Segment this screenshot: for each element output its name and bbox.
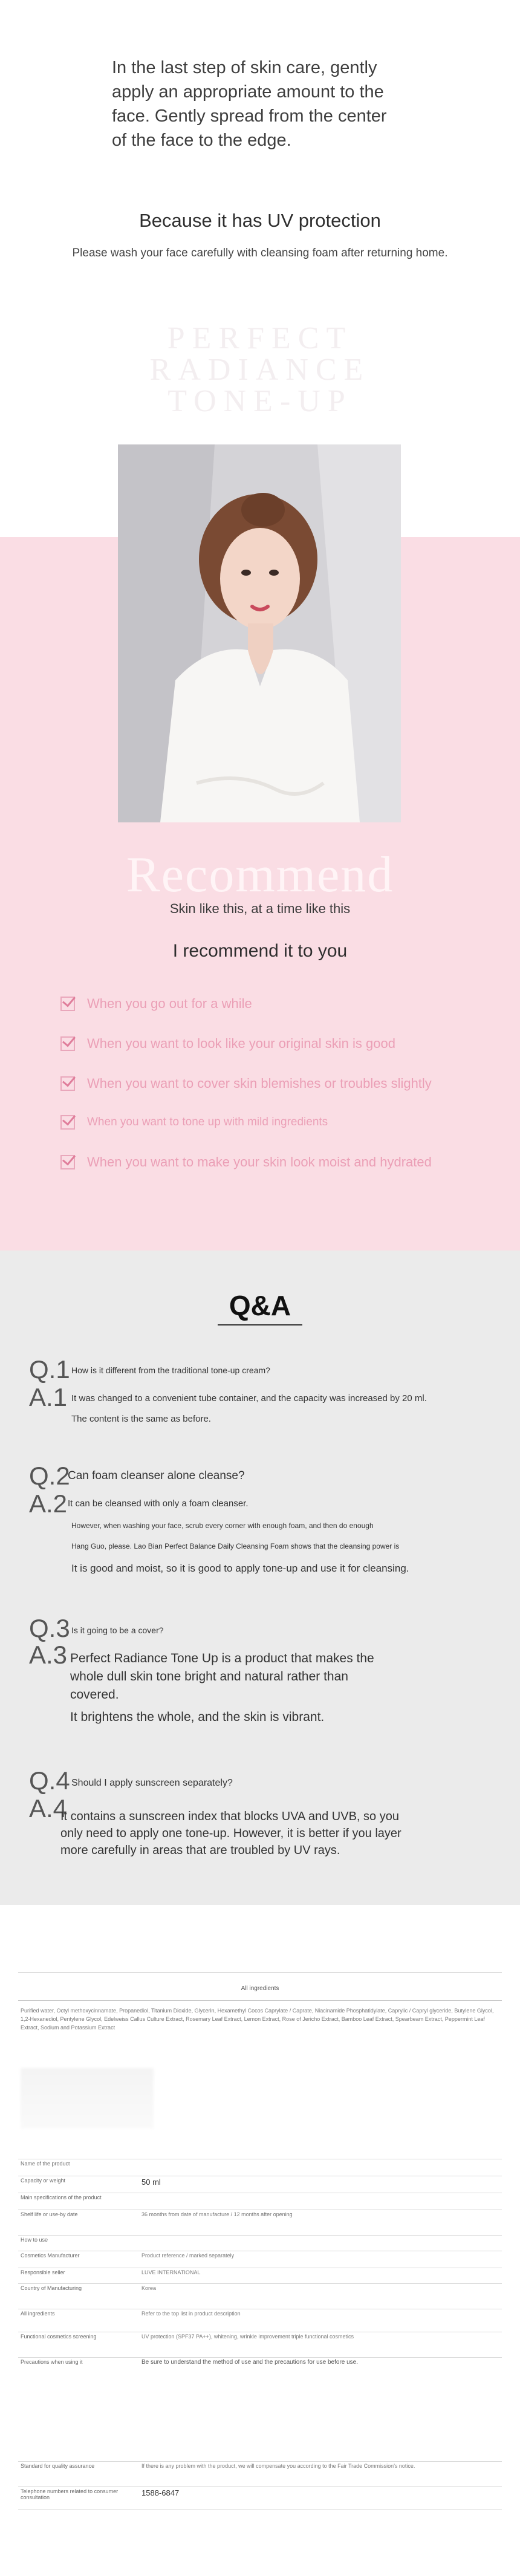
table-row-head: How to use: [21, 2237, 48, 2243]
a4-mark: A.4: [29, 1794, 68, 1823]
table-row: [18, 2332, 502, 2356]
table-row-head: All ingredients: [21, 2311, 55, 2317]
checkbox-icon: [60, 997, 75, 1011]
table-row: [18, 2487, 502, 2509]
recommend-item-label: When you want to look like your original skin is good: [87, 1036, 395, 1051]
table-row-value: Korea: [141, 2285, 157, 2291]
table-row: [18, 2461, 502, 2486]
wash-note: Please wash your face carefully with cleansing foam after returning home.: [72, 247, 448, 259]
table-row-value: [139, 2236, 502, 2250]
watermark-line-1: PERFECT: [167, 321, 353, 356]
table-row-value: Be sure to understand the method of use and the precautions for use before use.: [141, 2359, 359, 2366]
table-row-head: Shelf life or use-by date: [21, 2211, 78, 2217]
q4-question: Should I apply sunscreen separately?: [71, 1778, 233, 1788]
table-row-head: Precautions when using it: [21, 2359, 83, 2365]
a3-mark: A.3: [29, 1641, 68, 1669]
a3-line: Perfect Radiance Tone Up is a product that makes the whole dull skin tone bright and natural rather than covered.: [70, 1651, 374, 1702]
table-row: [18, 2283, 502, 2308]
table-row: [18, 2193, 502, 2209]
table-row-head: Capacity or weight: [21, 2178, 66, 2184]
a2-line: However, when washing your face, scrub every corner with enough foam, and then do enough: [71, 1521, 374, 1530]
uv-heading: Because it has UV protection: [139, 210, 381, 231]
qa-title: Q&A: [229, 1290, 291, 1321]
ingredients-body: Purified water, Octyl methoxycinnamate, Propanediol, Titanium Dioxide, Glycerin, Hexamethyl Cocos Caprylate / Caprate, Niacinamide Phosphatidylate, Caprylic / Capryl glyceride, Butylene Glycol, 1,2-Hexanediol, Pentylene Glycol, Edelweiss Callus Culture Extract, Rosemary Leaf Extract, Lemon Extract, Rose of Jericho Extract, Bamboo Leaf Extract, Spearbeam Extract, Peppermint Leaf Extract, Sodium and Potassium Extract: [21, 2008, 494, 2031]
table-row: [18, 2159, 502, 2175]
table-row: [18, 2251, 502, 2267]
table-row-head: Cosmetics Manufacturer: [21, 2252, 80, 2259]
qa-section: [0, 1251, 520, 1905]
a1-line: The content is the same as before.: [71, 1414, 211, 1424]
recommend-item: [60, 1074, 432, 1093]
table-row-value: 1588-6847: [141, 2488, 180, 2497]
divider: [18, 2000, 502, 2001]
table-row-head: Telephone numbers related to consumer consultation: [21, 2488, 119, 2500]
table-row-value: Product reference / marked separately: [141, 2252, 235, 2259]
model-illustration: [118, 444, 401, 822]
q3-question: Is it going to be a cover?: [71, 1625, 164, 1635]
table-row-head: Country of Manufacturing: [21, 2285, 82, 2291]
recommend-item: [60, 1113, 328, 1132]
table-row: [18, 2309, 502, 2331]
recommend-item-label: When you want to make your skin look moist and hydrated: [87, 1154, 432, 1169]
table-row-head: Standard for quality assurance: [21, 2463, 95, 2469]
q3-mark: Q.3: [29, 1614, 70, 1642]
table-row-head: Main specifications of the product: [21, 2194, 102, 2200]
q2-mark: Q.2: [29, 1462, 70, 1490]
recommend-item: [60, 1034, 395, 1053]
table-row-value: LUVE INTERNATIONAL: [141, 2269, 201, 2275]
recommend-item-label: When you want to cover skin blemishes or troubles slightly: [87, 1076, 432, 1091]
q1-mark: Q.1: [29, 1355, 70, 1384]
watermark-line-3: TONE-UP: [167, 384, 353, 418]
recommend-item: [60, 994, 252, 1013]
checkbox-icon: [60, 1076, 75, 1091]
model-photo: [118, 444, 401, 822]
table-row-value: 50 ml: [141, 2178, 161, 2187]
skin-like-text: Skin like this, at a time like this: [169, 901, 351, 916]
table-row-head: Responsible seller: [21, 2269, 65, 2275]
blurred-block: [21, 2068, 154, 2129]
a1-mark: A.1: [29, 1383, 68, 1411]
recommend-item-label: When you go out for a while: [87, 996, 252, 1011]
table-row-value: If there is any problem with the product, we will compensate you according to the Fair Trade Commission's notice.: [141, 2463, 415, 2469]
recommend-heading: I recommend it to you: [172, 941, 348, 961]
a3-line: It brightens the whole, and the skin is vibrant.: [70, 1710, 325, 1724]
ingredients-title: All ingredients: [241, 1985, 279, 1992]
table-row: [18, 2210, 502, 2234]
checkbox-icon: [60, 1036, 75, 1051]
watermark-line-2: RADIANCE: [149, 353, 371, 387]
a1-line: It was changed to a convenient tube container, and the capacity was increased by 20 ml.: [71, 1393, 427, 1403]
table-row: [18, 2176, 502, 2192]
recommend-item: [60, 1153, 432, 1172]
recommend-watermark: Recommend: [126, 847, 394, 903]
checkbox-icon: [60, 1115, 75, 1130]
table-row: [18, 2268, 502, 2283]
recommend-item-label: When you want to tone up with mild ingredients: [87, 1116, 328, 1128]
a4-line: It contains a sunscreen index that blocks UVA and UVB, so you only need to apply one tone-up. However, it is better if you layer more carefully in areas that are troubled by UV rays.: [60, 1810, 401, 1857]
a2-line: It is good and moist, so it is good to apply tone-up and use it for cleansing.: [71, 1563, 409, 1574]
table-row: [18, 2357, 502, 2461]
a2-mark: A.2: [29, 1489, 68, 1518]
checkbox-icon: [60, 1155, 75, 1169]
table-row-value: 36 months from date of manufacture / 12 months after opening: [141, 2211, 293, 2217]
qa-underline: [218, 1324, 302, 1325]
table-row: [18, 2235, 502, 2250]
table-row-head: Name of the product: [21, 2161, 70, 2167]
intro-text: In the last step of skin care, gently apply an appropriate amount to the face. Gently spread from the center of the face to the edge.: [112, 58, 387, 150]
table-row-value: UV protection (SPF37 PA++), whitening, wrinkle improvement triple functional cosmetics: [141, 2334, 354, 2340]
a2-line: Hang Guo, please. Lao Bian Perfect Balance Daily Cleansing Foam shows that the cleansing power is: [71, 1542, 400, 1550]
q1-question: How is it different from the traditional tone-up cream?: [71, 1365, 270, 1375]
a2-line: It can be cleansed with only a foam cleanser.: [68, 1498, 249, 1509]
q4-mark: Q.4: [29, 1766, 70, 1795]
table-row-value: Refer to the top list in product description: [141, 2311, 241, 2317]
table-row-head: Functional cosmetics screening: [21, 2334, 97, 2340]
table-row-value: [139, 2193, 502, 2209]
table-row-value: [139, 2159, 502, 2175]
q2-question: Can foam cleanser alone cleanse?: [68, 1469, 245, 1482]
